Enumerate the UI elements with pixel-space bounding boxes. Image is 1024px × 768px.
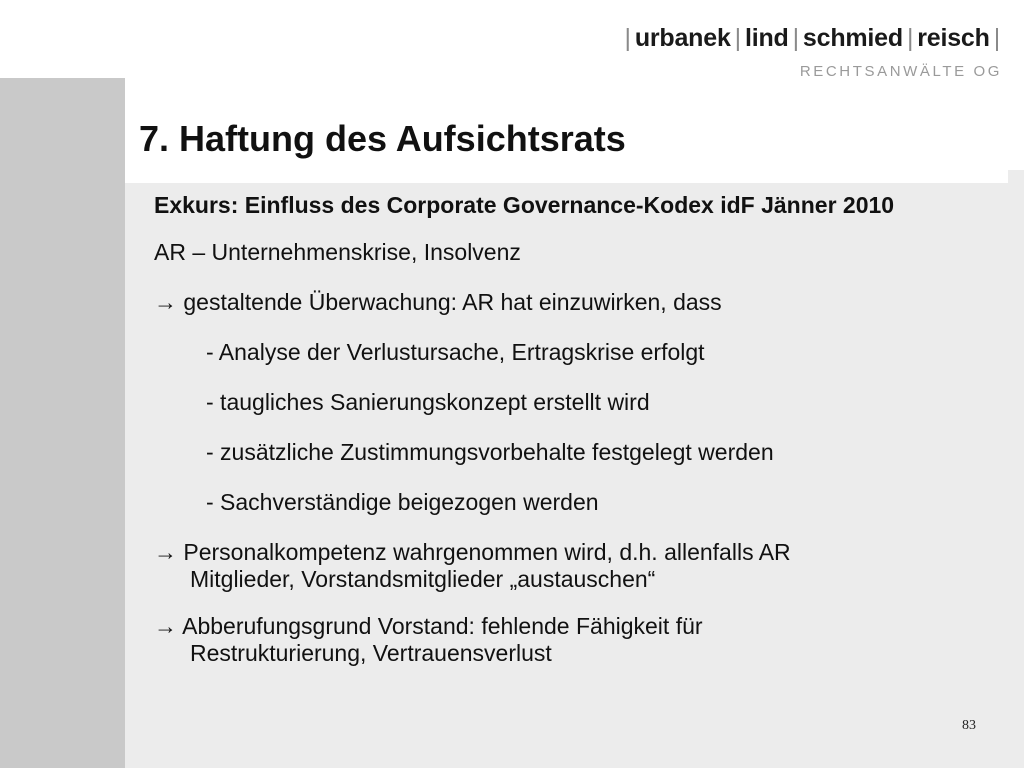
logo-separator: | <box>734 24 741 52</box>
body-line: → gestaltende Überwachung: AR hat einzuwirken, dass <box>154 289 722 315</box>
logo-part-lind: lind <box>744 24 789 52</box>
firm-tagline: RECHTSANWÄLTE OG <box>799 63 1002 80</box>
logo-part-urbanek: urbanek <box>634 24 731 52</box>
right-decorative-strip <box>1008 170 1024 768</box>
bullet-text: → Personalkompetenz wahrgenommen wird, d.h. allenfalls AR <box>154 539 791 565</box>
body-line: AR – Unternehmenskrise, Insolvenz <box>154 239 521 265</box>
page-number: 83 <box>962 718 976 733</box>
logo-separator: | <box>624 24 631 52</box>
logo-part-reisch: reisch <box>917 24 990 52</box>
sub-item: - Sachverständige beigezogen werden <box>206 489 599 515</box>
sub-item: - taugliches Sanierungskonzept erstellt wird <box>206 389 650 415</box>
firm-logo <box>621 24 1004 53</box>
bullet-continuation: Restrukturierung, Vertrauensverlust <box>190 640 552 666</box>
bullet-continuation: Mitglieder, Vorstandsmitglieder „austauschen“ <box>190 566 656 592</box>
left-decorative-bar <box>0 78 125 768</box>
logo-separator: | <box>906 24 914 52</box>
section-heading: Exkurs: Einfluss des Corporate Governance-Kodex idF Jänner 2010 <box>154 192 895 218</box>
arrow-bullet-personalkompetenz <box>154 539 984 593</box>
sub-item: - zusätzliche Zustimmungsvorbehalte festgelegt werden <box>206 439 774 465</box>
slide-body <box>154 192 984 687</box>
logo-part-schmied: schmied <box>802 24 903 52</box>
bullet-text: → Abberufungsgrund Vorstand: fehlende Fähigkeit für <box>154 613 703 639</box>
arrow-bullet-abberufungsgrund <box>154 613 984 667</box>
logo-separator: | <box>792 24 799 52</box>
sub-item: - Analyse der Verlustursache, Ertragskrise erfolgt <box>206 339 705 365</box>
logo-separator: | <box>993 24 1000 52</box>
slide-title: 7. Haftung des Aufsichtsrats <box>139 118 626 159</box>
